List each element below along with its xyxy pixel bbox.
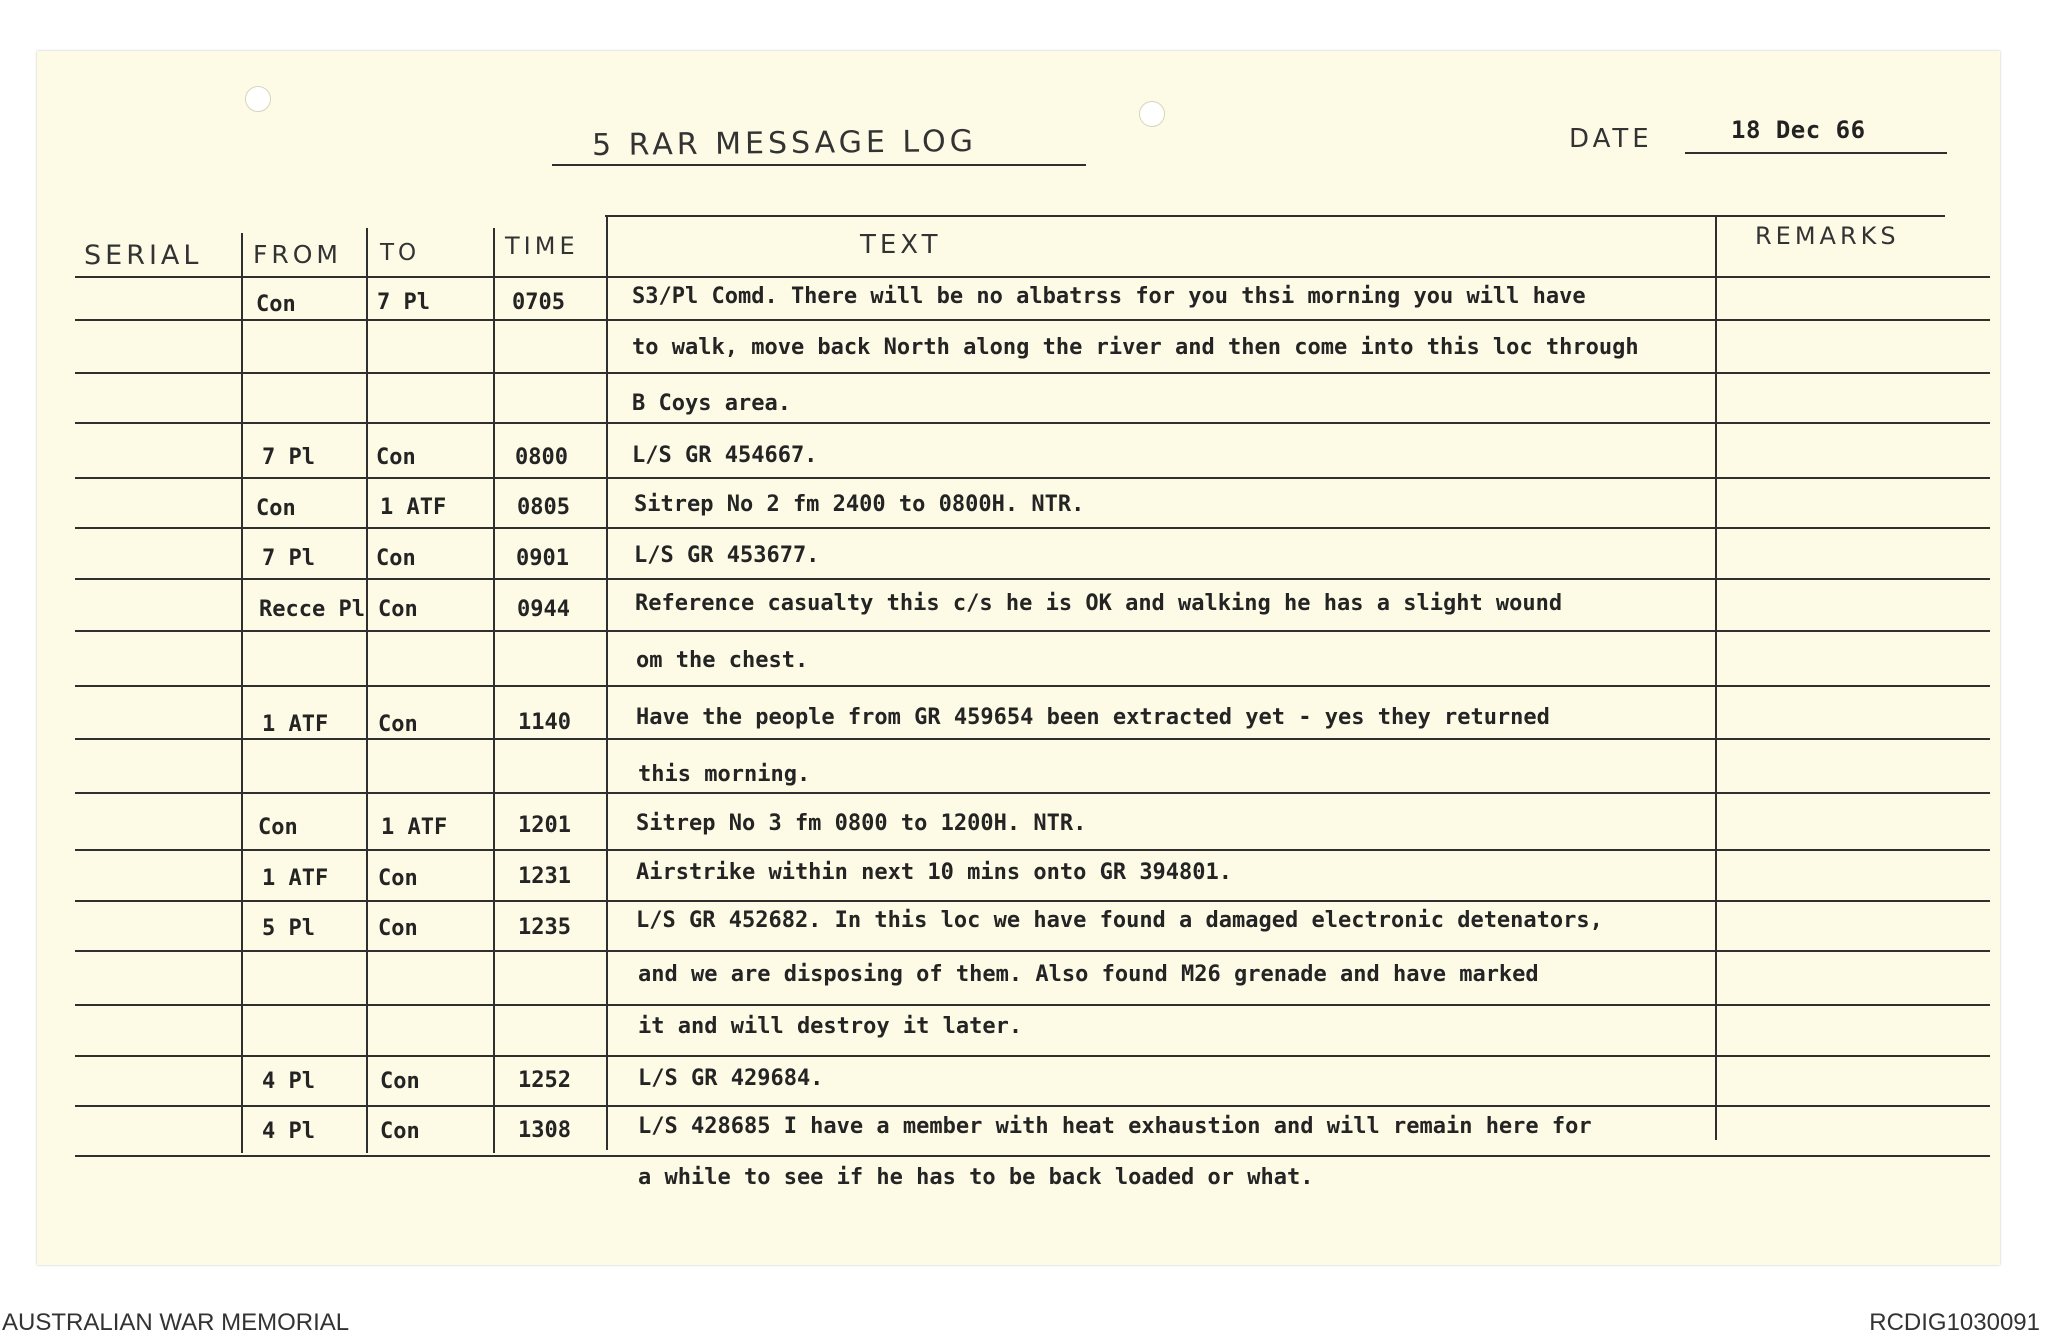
column-header-serial: SERIAL [84, 240, 203, 271]
punch-hole-right [1139, 101, 1165, 127]
row-from: Recce Pl [259, 597, 365, 622]
row-text: S3/Pl Comd. There will be no albatrss for you thsi morning you will have [632, 284, 1586, 309]
row-time: 0944 [517, 597, 570, 622]
row-time: 1235 [518, 915, 571, 940]
row-from: 5 Pl [262, 916, 315, 941]
col-divider-to [493, 228, 495, 1153]
column-header-text: TEXT [860, 230, 942, 260]
page-title: 5 RAR MESSAGE LOG [591, 123, 978, 164]
row-time: 1201 [518, 813, 571, 838]
row-to: Con [378, 712, 418, 737]
row-rule [75, 1155, 1990, 1157]
row-text: a while to see if he has to be back loaded or what. [638, 1165, 1314, 1190]
row-from: 7 Pl [262, 546, 315, 571]
row-from: Con [258, 815, 298, 840]
row-text: L/S GR 452682. In this loc we have found a damaged electronic detenators, [636, 908, 1603, 933]
row-time: 1308 [518, 1118, 571, 1143]
row-to: Con [376, 546, 416, 571]
row-from: Con [256, 292, 296, 317]
row-text: it and will destroy it later. [638, 1014, 1023, 1039]
message-log-sheet [37, 51, 2000, 1265]
row-rule [75, 527, 1990, 529]
date-value: 18 Dec 66 [1731, 116, 1866, 144]
row-from: 4 Pl [262, 1119, 315, 1144]
row-rule [75, 578, 1990, 580]
row-rule [75, 849, 1990, 851]
header-rule [75, 276, 1990, 278]
row-rule [75, 372, 1990, 374]
date-label: DATE [1569, 124, 1653, 154]
col-divider-remarks [1715, 215, 1717, 1140]
row-to: 7 Pl [377, 290, 430, 315]
row-from: Con [256, 496, 296, 521]
column-header-to: TO [380, 240, 421, 266]
row-to: 1 ATF [381, 815, 448, 840]
punch-hole-left [245, 86, 271, 112]
footer-source: AUSTRALIAN WAR MEMORIAL [2, 1309, 350, 1336]
row-time: 0705 [512, 290, 565, 315]
column-header-remarks: REMARKS [1755, 222, 1900, 250]
row-to: Con [378, 866, 418, 891]
table-top-rule [605, 215, 1945, 217]
row-time: 1231 [518, 864, 571, 889]
row-text: om the chest. [636, 648, 809, 673]
row-text: and we are disposing of them. Also found M26 grenade and have marked [638, 962, 1539, 987]
row-time: 0805 [517, 495, 570, 520]
row-rule [75, 422, 1990, 424]
row-to: 1 ATF [380, 495, 447, 520]
row-text: this morning. [638, 762, 811, 787]
row-to: Con [378, 916, 418, 941]
row-rule [75, 900, 1990, 902]
row-text: L/S GR 429684. [638, 1066, 824, 1091]
row-rule [75, 1055, 1990, 1057]
row-time: 0800 [515, 445, 568, 470]
row-time: 0901 [516, 546, 569, 571]
row-from: 4 Pl [262, 1069, 315, 1094]
row-time: 1252 [518, 1068, 571, 1093]
row-text: Airstrike within next 10 mins onto GR 394801. [636, 860, 1233, 885]
row-rule [75, 685, 1990, 687]
row-to: Con [376, 445, 416, 470]
row-text: to walk, move back North along the river and then come into this loc through [632, 335, 1639, 360]
row-text: Have the people from GR 459654 been extracted yet - yes they returned [636, 705, 1550, 730]
row-text: Sitrep No 2 fm 2400 to 0800H. NTR. [634, 492, 1085, 517]
row-rule [75, 792, 1990, 794]
row-text: L/S GR 454667. [632, 443, 818, 468]
row-rule [75, 950, 1990, 952]
title-underline [552, 164, 1086, 166]
date-underline [1685, 152, 1947, 154]
row-text: L/S GR 453677. [634, 543, 820, 568]
row-text: B Coys area. [632, 391, 791, 416]
row-rule [75, 1105, 1990, 1107]
footer-catalog-id: RCDIG1030091 [1869, 1309, 2040, 1336]
row-from: 1 ATF [262, 712, 329, 737]
row-rule [75, 738, 1990, 740]
column-header-from: FROM [253, 240, 342, 269]
row-rule [75, 319, 1990, 321]
row-text: Reference casualty this c/s he is OK and walking he has a slight wound [635, 591, 1563, 616]
row-rule [75, 1004, 1990, 1006]
column-header-time: TIME [505, 232, 579, 260]
col-divider-time [606, 215, 608, 1150]
col-divider-serial [241, 233, 243, 1153]
row-rule [75, 477, 1990, 479]
row-rule [75, 630, 1990, 632]
row-to: Con [378, 597, 418, 622]
row-text: Sitrep No 3 fm 0800 to 1200H. NTR. [636, 811, 1087, 836]
row-text: L/S 428685 I have a member with heat exhaustion and will remain here for [638, 1114, 1592, 1139]
row-from: 7 Pl [262, 445, 315, 470]
col-divider-from [366, 228, 368, 1153]
row-time: 1140 [518, 710, 571, 735]
row-to: Con [380, 1069, 420, 1094]
row-from: 1 ATF [262, 866, 329, 891]
row-to: Con [380, 1119, 420, 1144]
